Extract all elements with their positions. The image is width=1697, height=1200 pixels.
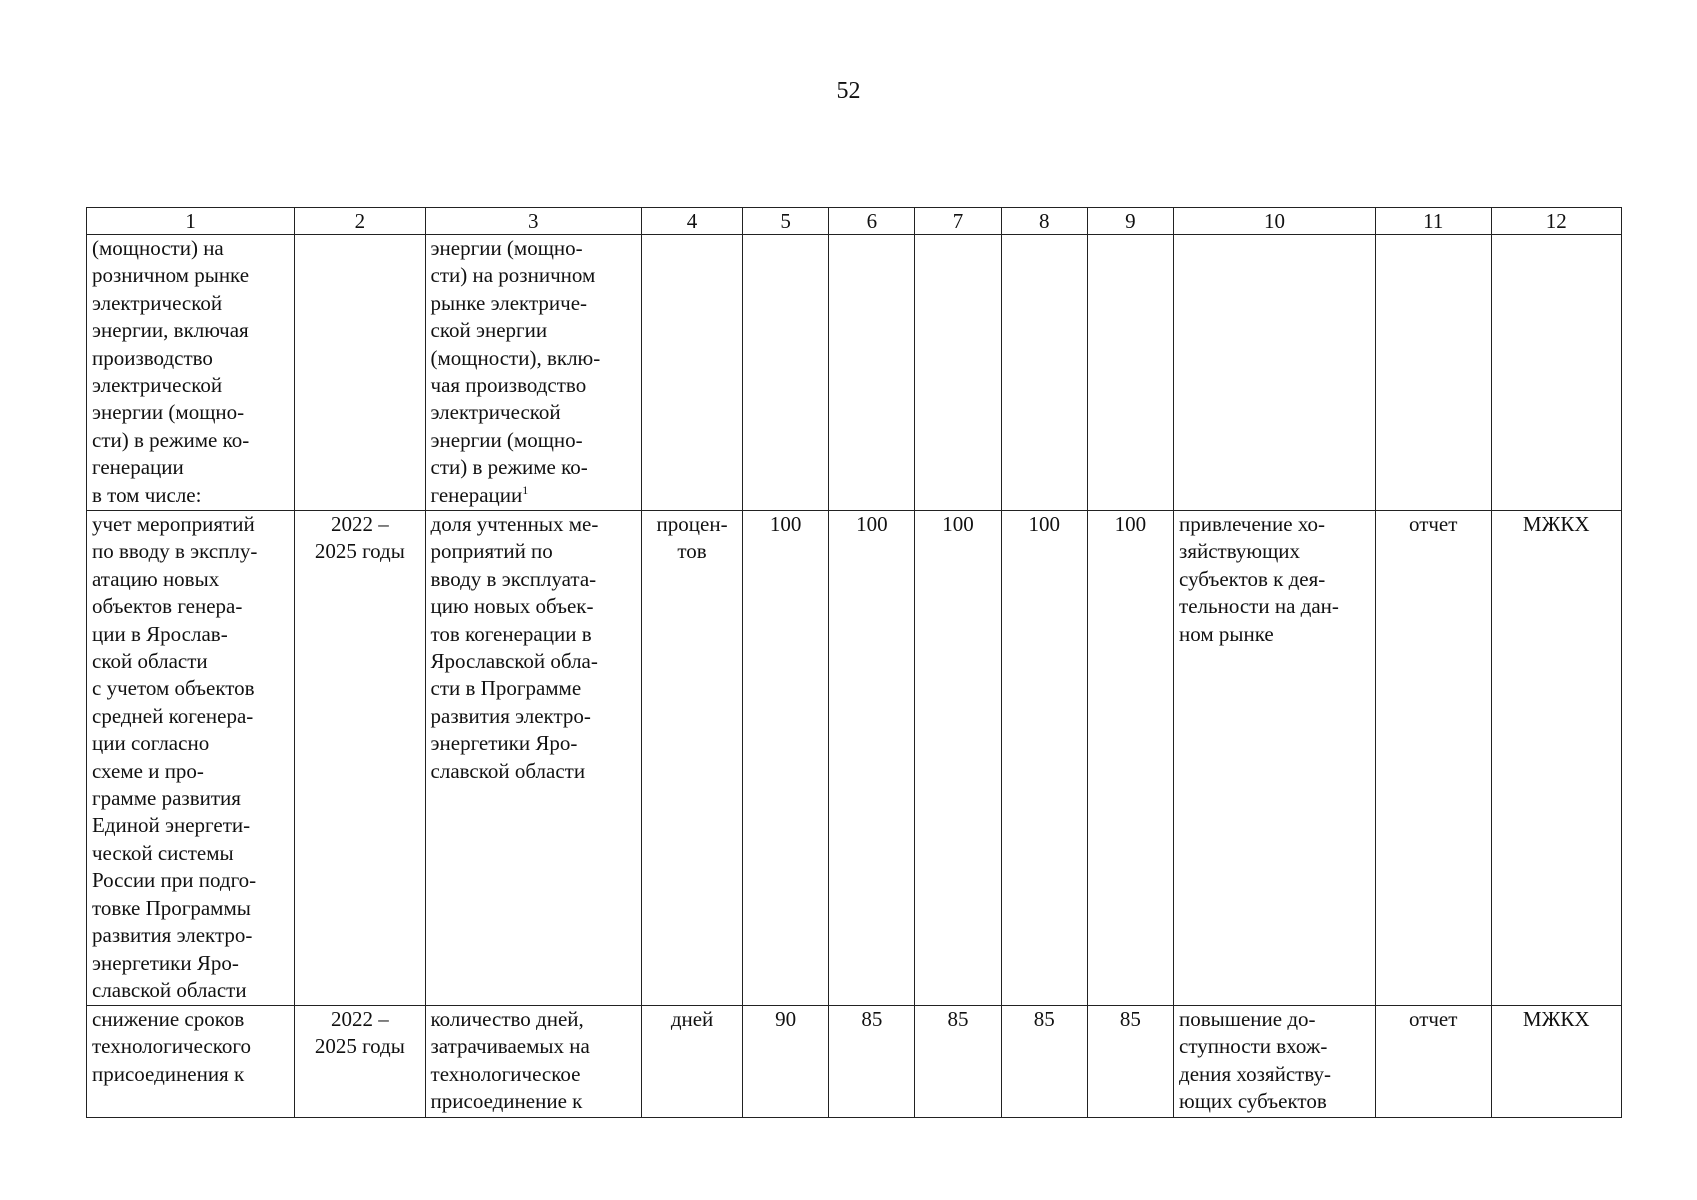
value-cell-6: 85	[829, 1006, 915, 1118]
indicator-cell	[425, 1006, 642, 1118]
report-cell	[1375, 235, 1491, 511]
period-cell: 2022 – 2025 годы	[295, 511, 425, 1006]
header-col-12: 12	[1491, 208, 1621, 235]
indicator-text: количество дней, затрачиваемых на технологическое присоединение к	[430, 1007, 590, 1114]
header-col-5: 5	[743, 208, 829, 235]
table-row	[87, 511, 1622, 1006]
header-col-9: 9	[1087, 208, 1173, 235]
value-cell-8: 85	[1001, 1006, 1087, 1118]
responsible-cell: МЖКХ	[1491, 1006, 1621, 1118]
header-col-8: 8	[1001, 208, 1087, 235]
result-cell	[1174, 235, 1376, 511]
header-col-10: 10	[1174, 208, 1376, 235]
value-cell-9	[1087, 235, 1173, 511]
value-cell-5	[743, 235, 829, 511]
report-cell: отчет	[1375, 511, 1491, 1006]
value-cell-5: 100	[743, 511, 829, 1006]
header-col-7: 7	[915, 208, 1001, 235]
header-col-1: 1	[87, 208, 295, 235]
report-cell: отчет	[1375, 1006, 1491, 1118]
table-header-row	[87, 208, 1622, 235]
value-cell-7: 100	[915, 511, 1001, 1006]
result-cell: привлечение хо- зяйствующих субъектов к дея- тельности на дан- ном рынке	[1174, 511, 1376, 1006]
unit-cell: дней	[642, 1006, 743, 1118]
period-cell	[295, 235, 425, 511]
header-col-4: 4	[642, 208, 743, 235]
indicator-text: доля учтенных ме- роприятий по вводу в эксплуата- цию новых объек- тов когенерации в Ярославской обла- сти в Программе развития электро- энергетики Яро- славской области	[430, 512, 599, 783]
header-col-2: 2	[295, 208, 425, 235]
value-cell-7: 85	[915, 1006, 1001, 1118]
unit-cell: процен- тов	[642, 511, 743, 1006]
table-row	[87, 235, 1622, 511]
measure-cell: (мощности) на розничном рынке электрической энергии, включая производство электрической энергии (мощно- сти) в режиме ко- генерации в том числе:	[87, 235, 295, 511]
header-col-6: 6	[829, 208, 915, 235]
header-col-3: 3	[425, 208, 642, 235]
result-cell: повышение до- ступности вхож- дения хозяйству- ющих субъектов	[1174, 1006, 1376, 1118]
value-cell-7	[915, 235, 1001, 511]
measure-cell: снижение сроков технологического присоединения к	[87, 1006, 295, 1118]
period-cell: 2022 – 2025 годы	[295, 1006, 425, 1118]
value-cell-9: 85	[1087, 1006, 1173, 1118]
value-cell-6: 100	[829, 511, 915, 1006]
header-col-11: 11	[1375, 208, 1491, 235]
value-cell-8	[1001, 235, 1087, 511]
indicator-cell	[425, 511, 642, 1006]
indicator-cell	[425, 235, 642, 511]
value-cell-8: 100	[1001, 511, 1087, 1006]
footnote-mark: 1	[522, 482, 529, 497]
value-cell-6	[829, 235, 915, 511]
responsible-cell: МЖКХ	[1491, 511, 1621, 1006]
value-cell-9: 100	[1087, 511, 1173, 1006]
value-cell-5: 90	[743, 1006, 829, 1118]
unit-cell	[642, 235, 743, 511]
indicator-text: энергии (мощно- сти) на розничном рынке электриче- ской энергии (мощности), вклю- чая производство электрической энергии (мощно- сти) в режиме ко- генерации	[430, 236, 601, 507]
page-number: 52	[836, 78, 861, 104]
measure-cell: учет мероприятий по вводу в эксплу- атацию новых объектов генера- ции в Ярослав- ской области с учетом объектов средней когенера- ции согласно схеме и про- грамме развития Единой энергети- ческой системы России при подго- товке Программы развития электро- энергетики Яро- славской области	[87, 511, 295, 1006]
responsible-cell	[1491, 235, 1621, 511]
table-row	[87, 1006, 1622, 1118]
indicators-table	[86, 207, 1622, 1118]
